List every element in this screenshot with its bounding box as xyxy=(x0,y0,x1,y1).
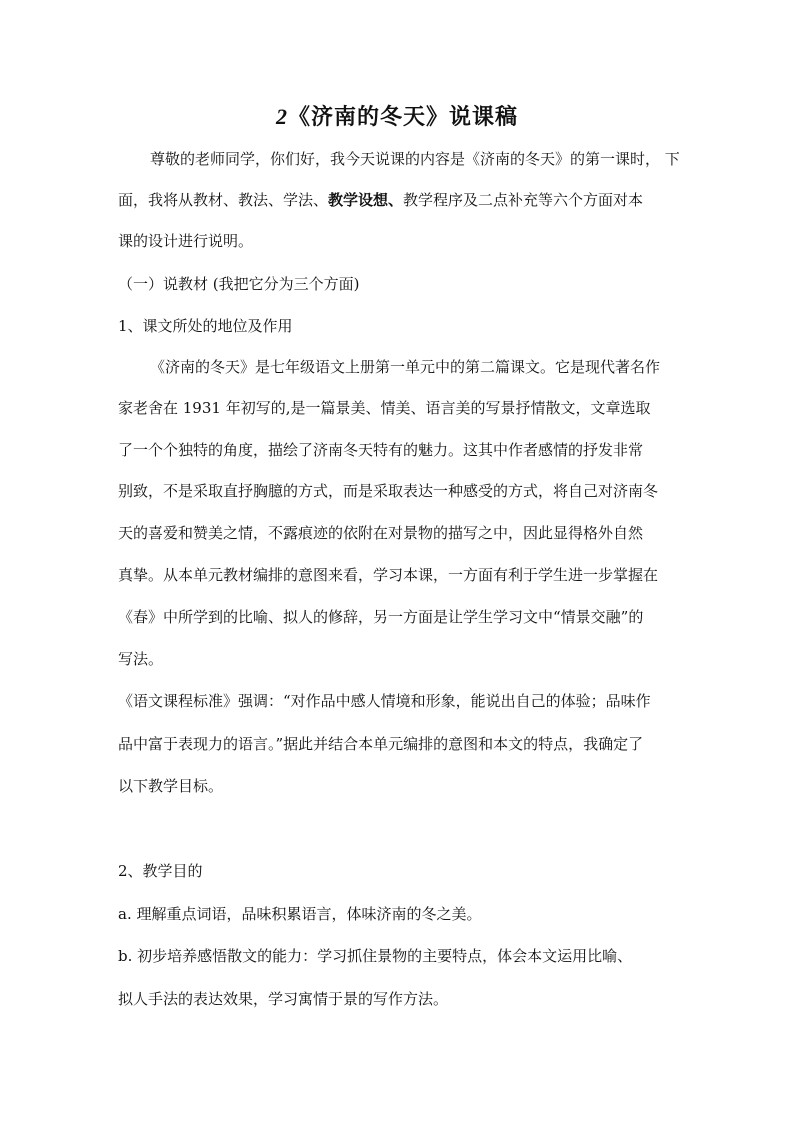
list-item-continuation: 拟人手法的表达效果，学习寓情于景的写作方法。 xyxy=(118,990,449,1008)
paragraph-line: 尊敬的老师同学，你们好，我今天说课的内容是《济南的冬天》的第一课时， 下 xyxy=(150,150,680,168)
paragraph-line: 真挚。从本单元教材编排的意图来看，学习本课，一方面有利于学生进一步掌握在 xyxy=(118,566,659,584)
paragraph-line: 课的设计进行说明。 xyxy=(118,232,254,250)
paragraph-line: 《济南的冬天》是七年级语文上册第一单元中的第二篇课文。它是现代著名作 xyxy=(150,358,661,376)
title-number: 2 xyxy=(275,104,288,129)
paragraph-line: 品中富于表现力的语言。”据此并结合本单元编排的意图和本文的特点，我确定了 xyxy=(118,735,644,753)
list-item: a. 理解重点词语，品味积累语言，体味济南的冬之美。 xyxy=(118,905,482,923)
subsection-heading: 1、课文所处的地位及作用 xyxy=(118,317,293,335)
paragraph-line: 了一个个独特的角度，描绘了济南冬天特有的魅力。这其中作者感情的抒发非常 xyxy=(118,441,644,459)
paragraph-line xyxy=(118,190,643,210)
paragraph-line: 家老舍在 1931 年初写的,是一篇景美、情美、语言美的写景抒情散文，文章选取 xyxy=(118,399,651,417)
paragraph-line: 天的喜爱和赞美之情，不露痕迹的依附在对景物的描写之中，因此显得格外自然 xyxy=(118,524,644,542)
subsection-heading: 2、教学目的 xyxy=(118,862,203,880)
section-heading: （一）说教材 (我把它分为三个方面) xyxy=(118,275,360,293)
paragraph-line: 以下教学目标。 xyxy=(118,777,224,795)
paragraph-line: 写法。 xyxy=(118,650,164,668)
list-item: b. 初步培养感悟散文的能力：学习抓住景物的主要特点，体会本文运用比喻、 xyxy=(118,947,633,965)
text-run: 教学程序及二点补充等六个方面对本 xyxy=(403,191,644,209)
bold-text-run: 教学设想、 xyxy=(328,191,404,209)
document-title xyxy=(0,100,794,131)
text-run: 面，我将从教材、教法、学法、 xyxy=(118,191,329,209)
title-text: 《济南的冬天》说课稿 xyxy=(287,104,518,130)
paragraph-line: 别致，不是采取直抒胸臆的方式，而是采取表达一种感受的方式，将自己对济南冬 xyxy=(118,482,659,500)
paragraph-line: 《语文课程标准》强调：“对作品中感人情境和形象，能说出自己的体验；品味作 xyxy=(118,692,651,710)
paragraph-line: 《春》中所学到的比喻、拟人的修辞，另一方面是让学生学习文中“情景交融”的 xyxy=(118,608,644,626)
